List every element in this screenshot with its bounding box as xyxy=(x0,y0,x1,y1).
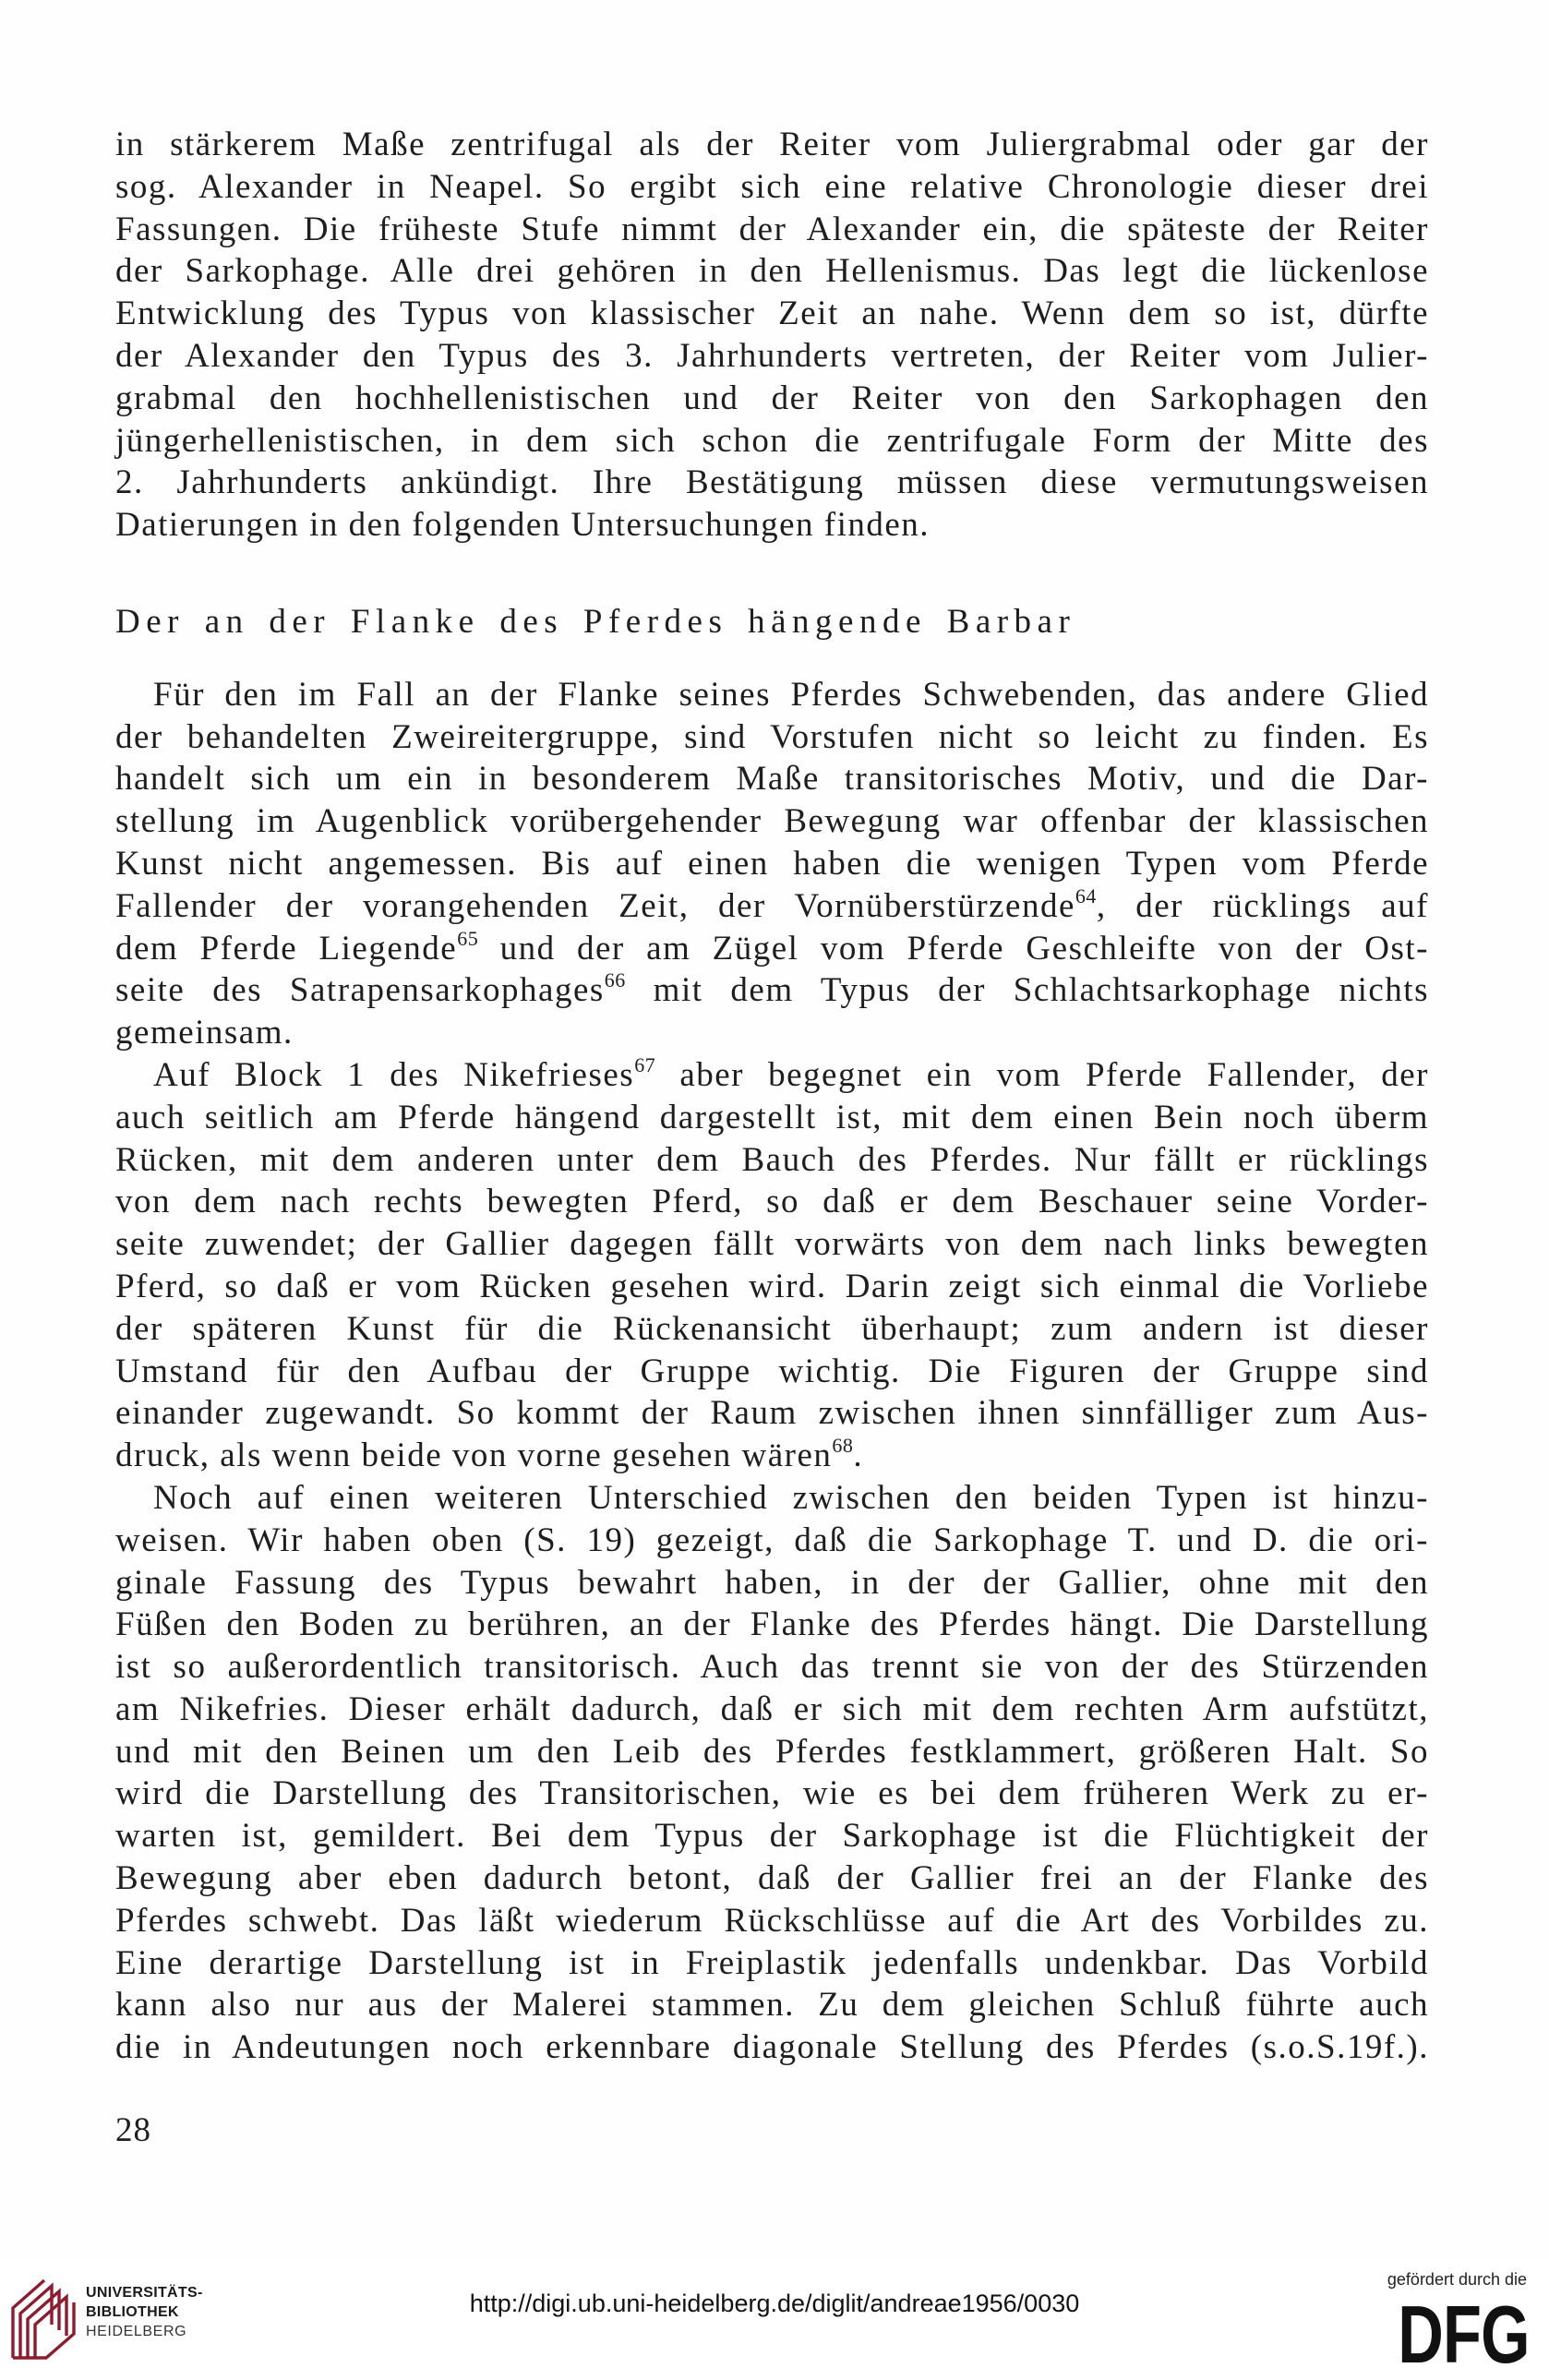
text-line: grabmal den hochhellenistischen und der Reiter von den Sarkophagen den xyxy=(115,379,1429,417)
text-line: der späteren Kunst für die Rückenansicht überhaupt; zum andern ist dieser xyxy=(115,1309,1429,1348)
text-line: stellung im Augenblick vorübergehender Bewegung war offenbar der klassischen xyxy=(115,802,1429,841)
text-line: Umstand für den Aufbau der Gruppe wichtig. Die Figuren der Gruppe sind xyxy=(115,1352,1429,1390)
text-line xyxy=(115,1435,1429,1477)
library-name-line: BIBLIOTHEK xyxy=(86,2304,179,2320)
text-line: Noch auf einen weiteren Unterschied zwischen den beiden Typen ist hinzu- xyxy=(153,1478,1429,1517)
text-line: der behandelten Zweireitergruppe, sind Vorstufen nicht so leicht zu finden. Es xyxy=(115,717,1429,756)
text-line: handelt sich um ein in besonderem Maße transitorisches Motiv, und die Dar- xyxy=(115,760,1429,799)
text-line: Pferdes schwebt. Das läßt wiederum Rückschlüsse auf die Art des Vorbildes zu. xyxy=(115,1901,1429,1940)
text-line: Füßen den Boden zu berühren, an der Flanke des Pferdes hängt. Die Darstellung xyxy=(115,1605,1429,1644)
text-line: ginale Fassung des Typus bewahrt haben, in der der Gallier, ohne mit den xyxy=(115,1563,1429,1602)
text-line: auch seitlich am Pferde hängend dargestellt ist, mit dem einen Bein noch überm xyxy=(115,1098,1429,1136)
section-heading: Der an der Flanke des Pferdes hängende Barbar xyxy=(115,602,1076,641)
text-line: die in Andeutungen noch erkennbare diagonale Stellung des Pferdes (s.o.S.19f.). xyxy=(115,2028,1429,2067)
text-line: Kunst nicht angemessen. Bis auf einen haben die wenigen Typen vom Pferde xyxy=(115,844,1429,883)
text-line: in stärkerem Maße zentrifugal als der Reiter vom Juliergrabmal oder gar der xyxy=(115,126,1429,163)
text-line: und mit den Beinen um den Leib des Pferdes festklammert, größeren Halt. So xyxy=(115,1732,1429,1771)
digital-copy-url: http://digi.ub.uni-heidelberg.de/diglit/andreae1956/0030 xyxy=(469,2290,1080,2317)
text-line: weisen. Wir haben oben (S. 19) gezeigt, daß die Sarkophage T. und D. die ori- xyxy=(115,1521,1429,1559)
funding-note: gefördert durch die xyxy=(1387,2270,1527,2289)
text-line: am Nikefries. Dieser erhält dadurch, daß er sich mit dem rechten Arm aufstützt, xyxy=(115,1689,1429,1728)
text-line: der Alexander den Typus des 3. Jahrhunderts vertreten, der Reiter vom Julier- xyxy=(115,336,1429,375)
text-line: Für den im Fall an der Flanke seines Pferdes Schwebenden, das andere Glied xyxy=(153,675,1429,714)
page-text xyxy=(115,124,1429,2069)
text-run: . xyxy=(853,1436,864,1475)
body-paragraph xyxy=(115,1054,1429,1477)
text-line: von dem nach rechts bewegten Pferd, so daß er dem Beschauer seine Vorder- xyxy=(115,1183,1429,1221)
text-line: wird die Darstellung des Transitorischen, wie es bei dem früheren Werk zu er- xyxy=(115,1774,1429,1813)
dfg-logo: DFG xyxy=(1398,2289,1530,2380)
text-line: jüngerhellenistischen, in dem sich schon die zentrifugale Form der Mitte des xyxy=(115,421,1429,460)
body-paragraph xyxy=(115,674,1429,1054)
text-run: Auf Block 1 des Nikefrieses xyxy=(153,1055,635,1094)
text-line: sog. Alexander in Neapel. So ergibt sich eine relative Chronologie dieser drei xyxy=(115,167,1429,206)
text-line xyxy=(115,969,1429,1012)
text-line: Pferd, so daß er vom Rücken gesehen wird. Darin zeigt sich einmal die Vorliebe xyxy=(115,1267,1429,1305)
text-run: druck, als wenn beide von vorne gesehen wären xyxy=(115,1436,833,1475)
text-line: Datierungen in den folgenden Untersuchungen finden. xyxy=(115,506,931,545)
library-name-line: UNIVERSITÄTS- xyxy=(86,2285,203,2301)
text-run: mit dem Typus der Schlachtsarkophage nichts xyxy=(625,971,1429,1010)
text-run: , der rücklings auf xyxy=(1096,886,1429,925)
text-line: warten ist, gemildert. Bei dem Typus der Sarkophage ist die Flüchtigkeit der xyxy=(115,1817,1429,1856)
text-line: Rücken, mit dem anderen unter dem Bauch des Pferdes. Nur fällt er rücklings xyxy=(115,1140,1429,1179)
library-name-line: HEIDELBERG xyxy=(86,2324,187,2339)
footnote-ref: 66 xyxy=(604,968,626,992)
footnote-ref: 65 xyxy=(457,926,479,950)
text-line: kann also nur aus der Malerei stammen. Zu dem gleichen Schluß führte auch xyxy=(115,1986,1429,2025)
text-line: der Sarkophage. Alle drei gehören in den Hellenismus. Das legt die lückenlose xyxy=(115,252,1429,291)
intro-paragraph xyxy=(115,124,1429,547)
text-line: 2. Jahrhunderts ankündigt. Ihre Bestätigung müssen diese vermutungsweisen xyxy=(115,463,1429,502)
text-run: Fallender der vorangehenden Zeit, der Vornüberstürzende xyxy=(115,886,1075,925)
footnote-ref: 67 xyxy=(634,1052,656,1076)
text-line xyxy=(115,928,1429,970)
text-line: Eine derartige Darstellung ist in Freiplastik jedenfalls undenkbar. Das Vorbild xyxy=(115,1943,1429,1982)
footnote-ref: 64 xyxy=(1075,883,1097,908)
text-run: dem Pferde Liegende xyxy=(115,929,458,968)
text-line: einander zugewandt. So kommt der Raum zwischen ihnen sinnfälliger zum Aus- xyxy=(115,1394,1429,1433)
text-line: ist so außerordentlich transitorisch. Auch das trennt sie von der des Stürzenden xyxy=(115,1648,1429,1687)
text-run: aber begegnet ein vom Pferde Fallender, der xyxy=(655,1055,1430,1094)
text-line xyxy=(115,1054,1429,1097)
text-line: Bewegung aber eben dadurch betont, daß der Gallier frei an der Flanke des xyxy=(115,1859,1429,1898)
text-run: und der am Zügel vom Pferde Geschleifte von der Ost- xyxy=(478,929,1430,968)
digitization-footer xyxy=(0,2260,1549,2380)
text-line: Entwicklung des Typus von klassischer Zeit an nahe. Wenn dem so ist, dürfte xyxy=(115,294,1429,333)
text-line xyxy=(115,885,1429,928)
page-number: 28 xyxy=(115,2111,151,2149)
text-run: seite des Satrapensarkophages xyxy=(115,971,605,1010)
footnote-ref: 68 xyxy=(832,1434,854,1458)
text-line: seite zuwendet; der Gallier dagegen fällt vorwärts von dem nach links bewegten xyxy=(115,1225,1429,1264)
text-line: Fassungen. Die früheste Stufe nimmt der Alexander ein, die späteste der Reiter xyxy=(115,210,1429,248)
text-line: gemeinsam. xyxy=(115,1014,294,1052)
body-paragraph xyxy=(115,1477,1429,2069)
